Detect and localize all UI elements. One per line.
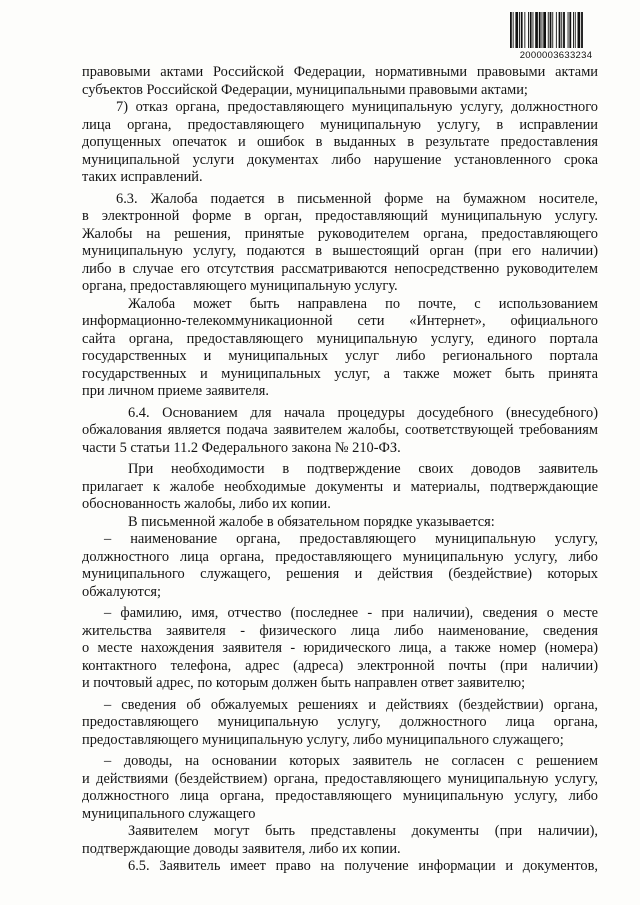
text-line: должностного лица органа, предоставляющего муниципальную услугу, либо <box>82 788 598 804</box>
text-line: таких исправлений. <box>82 169 203 185</box>
document-body <box>82 64 598 876</box>
text-line: и действиями (бездействием) органа, предоставляющего муниципальную услугу, <box>82 770 598 787</box>
text-line: правовыми актами Российской Федерации, нормативными правовыми актами <box>82 64 598 80</box>
text-line: в электронной форме в орган, предоставляющий муниципальную услугу. <box>82 208 598 224</box>
text-line: лица органа, предоставляющего муниципальную услугу, в исправлении <box>82 116 598 133</box>
barcode-bars-icon <box>508 12 604 50</box>
text-line: – доводы, на основании которых заявитель не согласен с решением <box>104 753 598 769</box>
text-line: муниципальной услуги документах либо нарушение установленного срока <box>82 151 598 168</box>
text-line: 7) отказ органа, предоставляющего муниципальную услугу, должностного <box>116 99 598 115</box>
barcode <box>508 12 604 62</box>
barcode-number: 2000003633234 <box>519 50 593 61</box>
text-line: предоставляющего муниципальную услугу, должностного лица органа, <box>82 714 598 730</box>
text-line: контактного телефона, адрес (адреса) электронной почты (при наличии) <box>82 657 598 674</box>
text-line: Жалоба может быть направлена по почте, с использованием <box>128 295 598 312</box>
text-line: При необходимости в подтверждение своих доводов заявитель <box>128 461 598 477</box>
text-line: информационно-телекоммуникационной сети «Интернет», официального <box>82 313 598 329</box>
text-line: государственных и муниципальных услуг либо регионального портала <box>82 348 598 364</box>
text-line: прилагает к жалобе необходимые документы и материалы, подтверждающие <box>82 478 598 495</box>
text-line: органа, предоставляющего муниципальную услугу. <box>82 278 398 294</box>
text-line: жительства заявителя - физического лица либо наименование, сведения <box>82 622 598 639</box>
text-line: допущенных опечаток и ошибок в выданных в результате предоставления <box>82 134 598 150</box>
text-line: муниципального служащего, решения и действия (бездействие) которых <box>82 566 598 582</box>
text-line: обжалуются; <box>82 583 162 600</box>
text-line: подтверждающие доводы заявителя, либо их копии. <box>82 840 401 857</box>
text-line: 6.4. Основанием для начала процедуры досудебного (внесудебного) <box>128 404 598 421</box>
text-line: – сведения об обжалуемых решениях и действиях (бездействии) органа, <box>104 696 598 713</box>
text-line: о месте нахождения заявителя - юридического лица, а также номер (номера) <box>82 640 598 656</box>
text-line: Заявителем могут быть представлены документы (при наличии), <box>128 823 598 839</box>
text-line: 6.5. Заявитель имеет право на получение информации и документов, <box>128 858 598 874</box>
text-line: либо в случае его отсутствия рассматриваются непосредственно руководителем <box>82 260 598 277</box>
text-line: В письменной жалобе в обязательном порядке указывается: <box>128 513 495 530</box>
text-line: части 5 статьи 11.2 Федерального закона № 210-ФЗ. <box>82 439 401 456</box>
text-line: муниципальную услугу, подаются в вышестоящий орган (при его наличии) <box>82 243 598 259</box>
text-line: обоснованность жалобы, либо их копии. <box>82 496 331 512</box>
text-line: должностного лица органа, предоставляющего муниципальную услугу, либо <box>82 548 598 565</box>
text-line: – фамилию, имя, отчество (последнее - при наличии), сведения о месте <box>104 605 598 621</box>
text-line: сайта органа, предоставляющего муниципальную услугу, единого портала <box>82 330 598 347</box>
text-line: государственных и муниципальных услуг, а также может быть принята <box>82 365 598 382</box>
text-line: муниципального служащего <box>82 805 256 822</box>
text-line: и почтовый адрес, по которым должен быть направлен ответ заявителю; <box>82 675 526 691</box>
text-line: предоставляющего муниципальную услугу, либо муниципального служащего; <box>82 731 564 748</box>
text-line: при личном приеме заявителя. <box>82 383 269 399</box>
text-line: – наименование органа, предоставляющего муниципальную услугу, <box>104 531 598 547</box>
text-line: обжалования является подача заявителем жалобы, соответствующей требованиям <box>82 422 598 438</box>
text-line: Жалобы на решения, принятые руководителем органа, предоставляющего <box>82 225 598 242</box>
text-line: субъектов Российской Федерации, муниципальными правовыми актами; <box>82 81 528 98</box>
text-line: 6.3. Жалоба подается в письменной форме на бумажном носителе, <box>116 190 598 207</box>
